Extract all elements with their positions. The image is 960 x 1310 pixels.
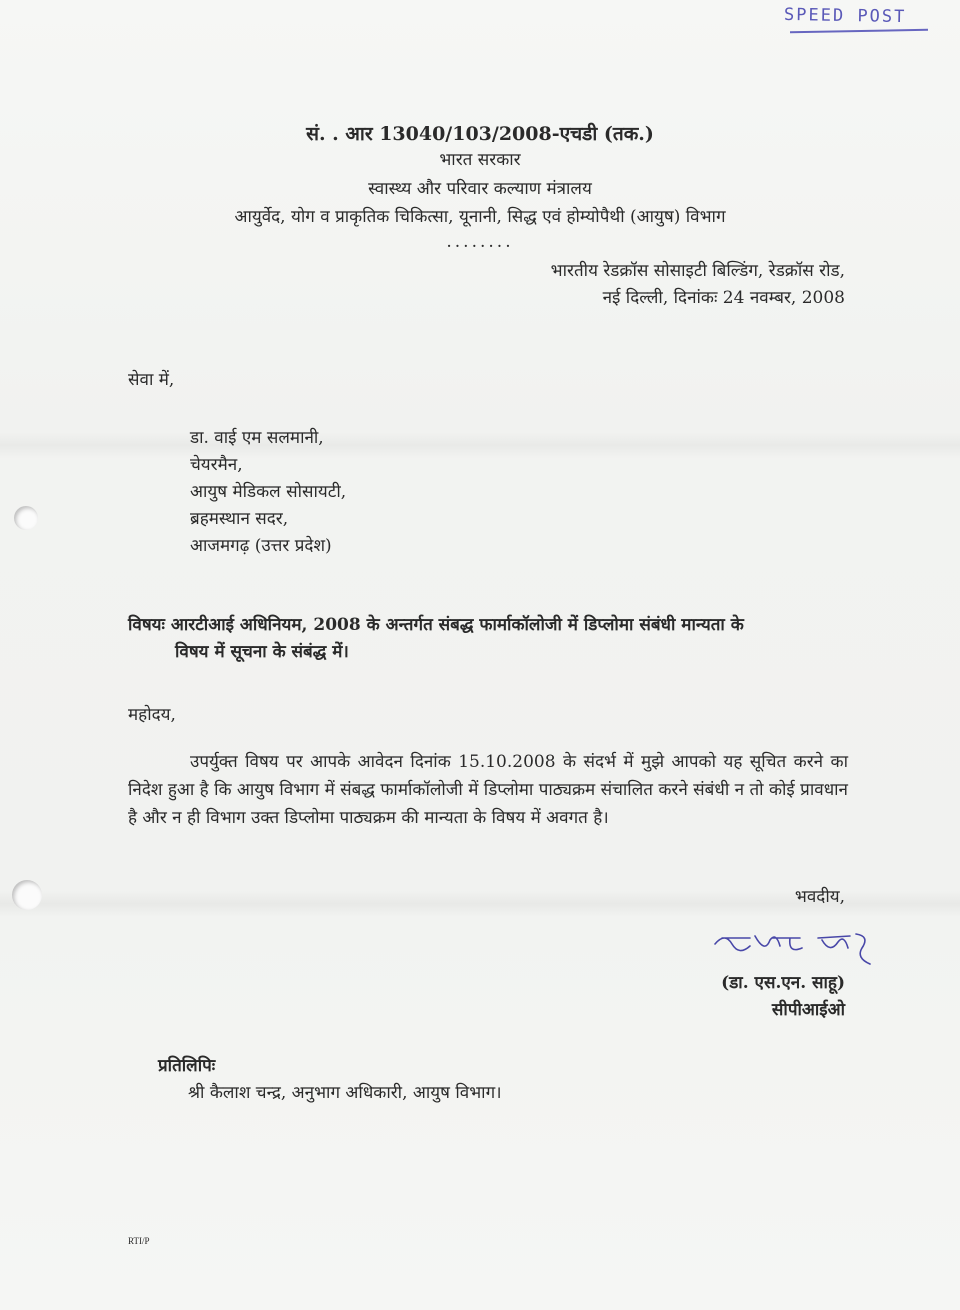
body-paragraph: उपर्युक्त विषय पर आपके आवेदन दिनांक 15.10.2008 के संदर्भ में मुझे आपको यह सूचित करने का निदेश हुआ है कि आयुष विभाग में संबद्ध फार्माकॉलोजी में डिप्लोमा पाठ्यक्रम संचालित करने संबंधी न तो कोई प्रावधान है और न ही विभाग उक्त डिप्लोमा पाठ्यक्रम की मान्यता के विषय में अवगत है। [128,752,848,828]
recipient-line: चेयरमैन, [190,455,243,475]
sender-address-line1: भारतीय रेडक्रॉस सोसाइटी बिल्डिंग, रेडक्रॉस रोड, [550,261,845,281]
punch-hole-bottom [12,880,42,910]
signatory-designation: सीपीआईओ [771,1000,845,1020]
recipient-line: डा. वाई एम सलमानी, [190,428,324,448]
reference-number: सं. . आर 13040/103/2008-एचडी (तक.) [306,123,654,145]
footer-code: RTI/P [128,1236,150,1246]
recipient-line: आजमगढ़ (उत्तर प्रदेश) [190,536,332,556]
sender-address-date: नई दिल्ली, दिनांकः 24 नवम्बर, 2008 [602,288,845,308]
signatory-name: (डा. एस.एन. साहू) [721,973,845,993]
copy-label: प्रतिलिपिः [158,1056,216,1076]
valediction: भवदीय, [794,887,845,907]
recipient-line: ब्रहमस्थान सदर, [190,509,289,529]
subject-line2: विषय में सूचना के संबंद्ध में। [175,642,349,662]
stamp-underline [790,29,928,33]
greeting: महोदय, [128,705,176,725]
recipient-line: आयुष मेडिकल सोसायटी, [190,482,347,502]
subject [128,612,848,666]
header-government: भारत सरकार [439,150,521,170]
speed-post-stamp: SPEED POST [783,4,907,28]
header-department: आयुर्वेद, योग व प्राकृतिक चिकित्सा, यूनानी, सिद्ध एवं होम्योपैथी (आयुष) विभाग [234,207,726,227]
salutation-to: सेवा में, [128,370,175,390]
copy-recipient: श्री कैलाश चन्द्र, अनुभाग अधिकारी, आयुष विभाग। [188,1083,502,1103]
subject-line1: विषयः आरटीआई अधिनियम, 2008 के अन्तर्गत संबद्ध फार्माकॉलोजी में डिप्लोमा संबंधी मान्यता के [128,615,744,635]
punch-hole-top [14,506,38,530]
header-dots: ........ [446,232,514,252]
header-ministry: स्वास्थ्य और परिवार कल्याण मंत्रालय [368,179,592,199]
handwritten-signature [710,924,890,974]
